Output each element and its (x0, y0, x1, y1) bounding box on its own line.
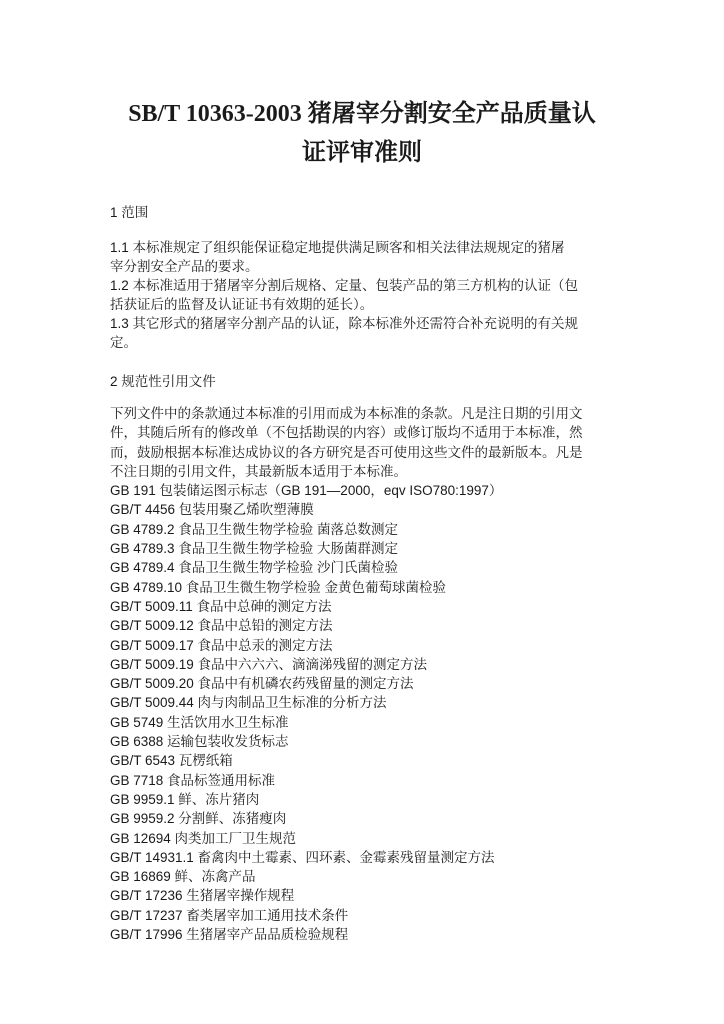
reference-text-line: GB/T 17996 生猪屠宰产品品质检验规程 (110, 927, 349, 943)
document-title-line-2: 证评审准则 (302, 140, 422, 166)
reference-text-line: 不注日期的引用文件，其最新版本适用于本标准。 (110, 463, 407, 479)
reference-text-line: GB 4789.3 食品卫生微生物学检验 大肠菌群测定 (110, 541, 399, 557)
reference-text-line: GB/T 17237 畜类屠宰加工通用技术条件 (110, 907, 349, 923)
reference-text-line: GB/T 5009.11 食品中总砷的测定方法 (110, 598, 332, 614)
scope-text-line: 括获证后的监督及认证证书有效期的延长）。 (110, 297, 374, 312)
scope-text-line: 定。 (110, 335, 137, 350)
reference-text-line: GB 4789.2 食品卫生微生物学检验 菌落总数测定 (110, 521, 399, 537)
reference-text-line: GB 5749 生活饮用水卫生标准 (110, 714, 289, 730)
scope-text-line: 1.2 本标准适用于猪屠宰分割后规格、定量、包装产品的第三方机构的认证（包 (110, 278, 579, 293)
reference-text-line: 而，鼓励根据本标准达成协议的各方研究是否可使用这些文件的最新版本。凡是 (110, 444, 583, 460)
scope-text-line: 宰分割安全产品的要求。 (110, 259, 259, 274)
normative-references-list (110, 404, 630, 944)
reference-text-line: GB 7718 食品标签通用标准 (110, 772, 276, 788)
scope-text-line: 1.1 本标准规定了组织能保证稳定地提供满足顾客和相关法律法规规定的猪屠 (110, 240, 565, 255)
reference-text-line: GB/T 5009.12 食品中总铅的测定方法 (110, 618, 333, 634)
reference-text-line: 件，其随后所有的修改单（不包括勘误的内容）或修订版均不适用于本标准，然 (110, 425, 583, 441)
reference-text-line: GB 191 包装储运图示标志（GB 191—2000，eqv ISO780:1997） (110, 483, 503, 499)
document-title-line-1: SB/T 10363-2003 猪屠宰分割安全产品质量认 (128, 101, 596, 127)
section-heading-normative-references: 2 规范性引用文件 (110, 374, 216, 389)
reference-text-line: GB 12694 肉类加工厂卫生规范 (110, 830, 297, 846)
reference-text-line: GB/T 6543 瓦楞纸箱 (110, 753, 233, 769)
reference-text-line: GB 9959.1 鲜、冻片猪肉 (110, 791, 260, 807)
reference-text-line: GB 4789.4 食品卫生微生物学检验 沙门氏菌检验 (110, 560, 399, 576)
reference-text-line: GB 9959.2 分割鲜、冻猪瘦肉 (110, 811, 287, 827)
reference-text-line: GB/T 14931.1 畜禽肉中土霉素、四环素、金霉素残留量测定方法 (110, 849, 495, 865)
scope-paragraph (110, 238, 620, 352)
section-heading-scope: 1 范围 (110, 205, 149, 220)
reference-text-line: GB 16869 鲜、冻禽产品 (110, 869, 256, 885)
scope-text-line: 1.3 其它形式的猪屠宰分割产品的认证，除本标准外还需符合补充说明的有关规 (110, 316, 579, 331)
reference-text-line: GB/T 5009.20 食品中有机磷农药残留量的测定方法 (110, 676, 414, 692)
reference-text-line: 下列文件中的条款通过本标准的引用而成为本标准的条款。凡是注日期的引用文 (110, 406, 583, 421)
reference-text-line: GB/T 4456 包装用聚乙烯吹塑薄膜 (110, 502, 314, 518)
reference-text-line: GB 4789.10 食品卫生微生物学检验 金黄色葡萄球菌检验 (110, 579, 447, 595)
reference-text-line: GB 6388 运输包装收发货标志 (110, 734, 289, 750)
reference-text-line: GB/T 17236 生猪屠宰操作规程 (110, 888, 295, 904)
reference-text-line: GB/T 5009.19 食品中六六六、滴滴涕残留的测定方法 (110, 656, 428, 672)
reference-text-line: GB/T 5009.17 食品中总汞的测定方法 (110, 637, 333, 653)
reference-text-line: GB/T 5009.44 肉与肉制品卫生标准的分析方法 (110, 695, 387, 711)
